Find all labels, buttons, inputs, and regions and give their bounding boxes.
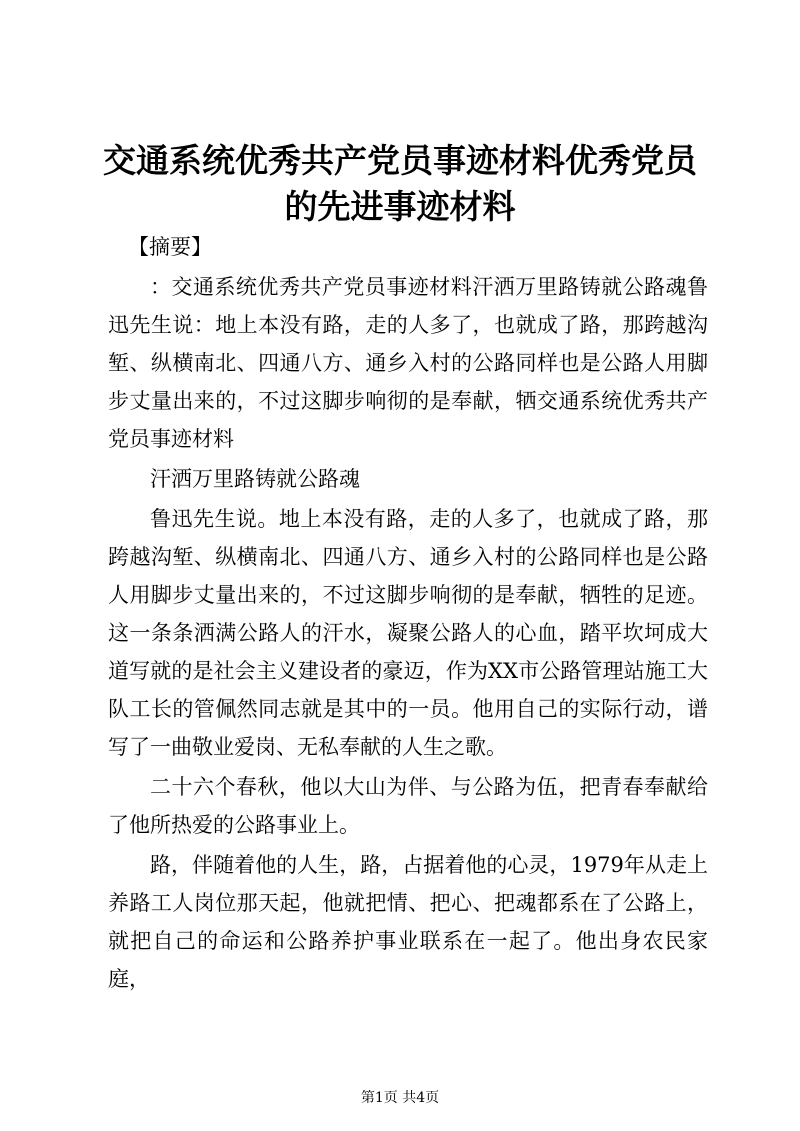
body-paragraph: 汗洒万里路铸就公路魂 [150,467,360,491]
body-paragraph: 鲁迅先生说。地上本没有路，走的人多了，也就成了路，那跨越沟堑、纵横南北、四通八方、通乡入村的公路同样也是公路人用脚步丈量出来的，不过这脚步响彻的是奉献，牺牲的足迹。这一条条洒满公路人的汗水，凝聚公路人的心血，踏平坎坷成大道写就的是社会主义建设者的豪迈，作为XX市公路管理站施工大队工长的管佩然同志就是其中的一员。他用自己的实际行动，谱写了一曲敬业爱岗、无私奉献的人生之歌。 [108,507,708,759]
document-title: 交通系统优秀共产党员事迹材料优秀党员的先进事迹材料 [103,141,697,226]
abstract-label: 【摘要】 [128,235,212,259]
body-paragraph: 路，伴随着他的人生，路，占据着他的心灵，1979年从走上养路工人岗位那天起，他就把情、把心、把魂都系在了公路上，就把自己的命运和公路养护事业联系在一起了。他出身农民家庭， [108,853,708,991]
page-footer: 第1页 共4页 [360,1090,440,1106]
body-paragraph: 二十六个春秋，他以大山为伴、与公路为伍，把青春奉献给了他所热爱的公路事业上。 [108,775,708,837]
document-body [108,228,708,998]
body-paragraph: ：交通系统优秀共产党员事迹材料汗洒万里路铸就公路魂鲁迅先生说：地上本没有路，走的人多了，也就成了路，那跨越沟堑、纵横南北、四通八方、通乡入村的公路同样也是公路人用脚步丈量出来的，不过这脚步响彻的是奉献，牺交通系统优秀共产党员事迹材料 [108,275,708,451]
